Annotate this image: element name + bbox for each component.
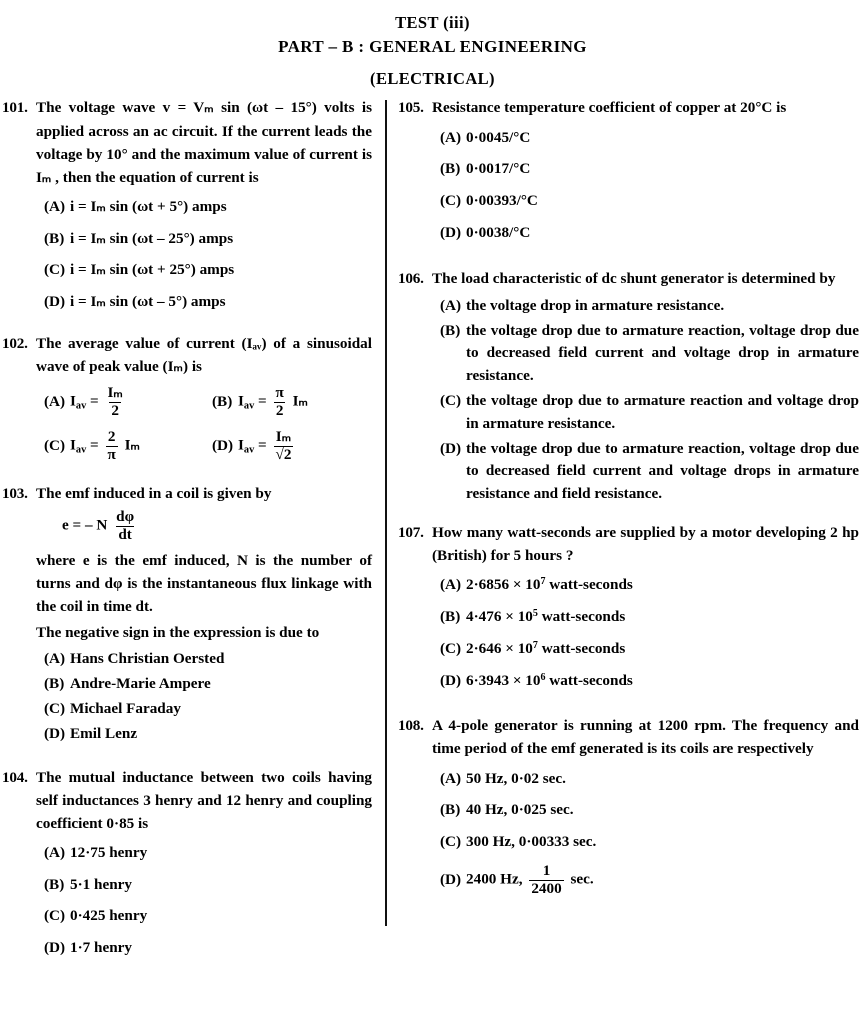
option-lhs-sub: av	[243, 400, 255, 412]
option-label: (A)	[440, 769, 462, 787]
option-row[interactable]	[36, 429, 204, 463]
fraction-numerator: Iₘ	[275, 428, 292, 446]
option-row[interactable]	[432, 799, 859, 822]
page-heading	[0, 0, 865, 87]
option-lhs: I	[238, 436, 244, 454]
option-text	[70, 429, 204, 463]
option-row[interactable]	[432, 863, 859, 897]
option-text: 1·7 henry	[70, 939, 133, 957]
option-exponent: 7	[540, 576, 546, 588]
question-number: 105.	[398, 99, 424, 117]
option-prefix: 2400 Hz,	[466, 870, 523, 888]
question-stem-continued: where e is the emf induced, N is the number of turns and dφ is the instantaneous flux linkage with the coil in time dt.	[36, 552, 372, 616]
column-divider	[385, 100, 387, 926]
option-relation: =	[90, 436, 99, 454]
option-row[interactable]	[432, 222, 859, 245]
question-stem: The average value of current (Iₐᵥ) of a sinusoidal wave of peak value (Iₘ) is	[36, 335, 372, 376]
option-unit: watt-seconds	[541, 639, 626, 657]
option-list	[36, 385, 372, 463]
option-row[interactable]	[432, 158, 859, 181]
option-text: 40 Hz, 0·025 sec.	[466, 801, 574, 819]
question-105	[398, 96, 859, 253]
question-number: 104.	[2, 768, 28, 786]
option-mantissa: 4·476 × 10	[466, 608, 533, 625]
option-label: (A)	[44, 843, 66, 861]
option-unit: watt-seconds	[549, 671, 633, 689]
heading-branch: (ELECTRICAL)	[370, 69, 495, 89]
question-102	[2, 332, 372, 473]
option-label: (C)	[44, 907, 66, 925]
option-row[interactable]	[432, 320, 859, 388]
option-text	[466, 638, 859, 661]
option-lhs-sub: av	[75, 444, 87, 456]
question-stem: The voltage wave v = Vₘ sin (ωt – 15°) volts is applied across an ac circuit. If the current leads the voltage by 10° and the maximum value of current is Iₘ , then the equation of current is	[36, 99, 372, 186]
fraction-denominator: dt	[118, 526, 132, 544]
option-row[interactable]	[432, 127, 859, 150]
option-row[interactable]	[432, 768, 859, 791]
option-text: i = Iₘ sin (ωt + 5°) amps	[70, 197, 227, 215]
option-label: (B)	[212, 392, 233, 410]
option-text	[466, 606, 859, 629]
question-stem: A 4-pole generator is running at 1200 rpm. The frequency and time period of the emf generated is its coils are respectively	[432, 717, 859, 758]
option-mantissa: 2·646 × 10	[466, 639, 533, 657]
option-row[interactable]	[36, 228, 372, 251]
fraction	[114, 509, 136, 543]
question-stem: Resistance temperature coefficient of copper at 20°C is	[432, 99, 787, 117]
option-row[interactable]	[36, 698, 372, 721]
question-columns	[0, 96, 865, 978]
option-relation: =	[258, 392, 267, 410]
fraction-numerator: Iₘ	[107, 384, 123, 402]
option-label: (D)	[44, 939, 66, 957]
option-label: (C)	[440, 192, 462, 210]
option-list	[36, 842, 372, 960]
option-trailing: Iₘ	[124, 436, 140, 454]
question-104	[2, 766, 372, 969]
option-list	[432, 127, 859, 245]
option-text: 12·75 henry	[70, 843, 148, 861]
option-text: Michael Faraday	[70, 700, 181, 717]
option-relation: =	[258, 436, 267, 454]
question-stem: The emf induced in a coil is given by	[36, 485, 272, 503]
option-label: (D)	[440, 223, 462, 241]
option-label: (A)	[440, 576, 462, 594]
option-lhs: I	[70, 392, 76, 410]
option-text	[466, 574, 859, 597]
option-suffix: sec.	[570, 870, 594, 888]
option-row-pair	[36, 385, 372, 419]
option-text	[466, 863, 859, 897]
option-label: (C)	[440, 639, 462, 657]
option-row[interactable]	[432, 638, 859, 661]
option-label: (B)	[44, 675, 65, 693]
question-stem: How many watt-seconds are supplied by a motor developing 2 hp (British) for 5 hours ?	[432, 524, 859, 565]
fraction	[529, 863, 563, 897]
question-number: 107.	[398, 524, 424, 542]
question-101	[2, 96, 372, 323]
fraction-numerator: 2	[107, 428, 116, 446]
option-row[interactable]	[36, 259, 372, 282]
option-lhs-sub: av	[75, 400, 87, 412]
question-number: 108.	[398, 717, 424, 735]
fraction-numerator: dφ	[116, 508, 135, 526]
option-label: (B)	[44, 229, 65, 247]
option-row-pair	[36, 429, 372, 463]
option-row[interactable]	[36, 291, 372, 314]
option-text	[466, 670, 859, 693]
option-label: (B)	[44, 875, 65, 893]
option-row[interactable]	[432, 574, 859, 597]
option-row[interactable]	[432, 190, 859, 213]
option-label: (A)	[440, 296, 462, 314]
option-label: (A)	[44, 197, 66, 215]
fraction	[106, 385, 125, 419]
option-text	[70, 385, 204, 419]
option-relation: =	[90, 392, 99, 410]
option-text: Hans Christian Oersted	[70, 650, 225, 668]
fraction	[274, 429, 294, 463]
question-106	[398, 267, 859, 508]
option-text	[238, 385, 372, 419]
option-row[interactable]	[36, 385, 204, 419]
option-text	[238, 429, 372, 463]
left-column	[2, 96, 380, 978]
option-unit: watt-seconds	[541, 608, 626, 625]
fraction-denominator: π	[107, 446, 116, 464]
option-label: (A)	[44, 392, 66, 410]
option-label: (D)	[44, 293, 66, 311]
option-text: i = Iₘ sin (ωt – 5°) amps	[70, 293, 226, 311]
fraction	[106, 429, 118, 463]
option-row[interactable]	[36, 874, 372, 897]
option-row[interactable]	[36, 648, 372, 671]
option-text: 0·0038/°C	[466, 223, 531, 241]
option-text: the voltage drop due to armature reaction, voltage drop due to decreased field current and voltage drop in armature resistance.	[466, 321, 859, 385]
option-row[interactable]	[432, 390, 859, 436]
option-text: Emil Lenz	[70, 724, 138, 742]
option-label: (C)	[440, 392, 462, 410]
question-stem: The mutual inductance between two coils having self inductances 3 henry and 12 henry and coupling coefficient 0·85 is	[36, 768, 372, 832]
option-row[interactable]	[36, 842, 372, 865]
option-row[interactable]	[432, 295, 859, 318]
option-label: (B)	[440, 160, 461, 178]
option-text: 0·0045/°C	[466, 128, 531, 146]
option-label: (D)	[44, 724, 66, 742]
fraction-denominator: 2	[111, 402, 119, 420]
heading-test: TEST (iii)	[395, 13, 470, 32]
option-text: the voltage drop due to armature reaction and voltage drop in armature resistance.	[466, 392, 859, 432]
option-unit: watt-seconds	[549, 576, 633, 594]
formula-lhs: e = – N	[62, 516, 108, 534]
option-list	[432, 574, 859, 692]
option-trailing: Iₘ	[292, 392, 308, 410]
option-mantissa: 6·3943 × 10	[466, 671, 541, 689]
option-text: 5·1 henry	[70, 875, 133, 893]
fraction-denominator: 2400	[531, 879, 562, 897]
option-text: 50 Hz, 0·02 sec.	[466, 769, 566, 787]
option-lhs: I	[238, 392, 244, 410]
option-label: (D)	[440, 870, 462, 888]
option-label: (A)	[440, 128, 462, 146]
question-number: 101.	[2, 99, 28, 117]
fraction-numerator: 1	[542, 861, 551, 879]
option-row[interactable]	[204, 429, 372, 463]
option-label: (B)	[440, 801, 461, 819]
option-text: i = Iₘ sin (ωt + 25°) amps	[70, 261, 235, 279]
option-lhs: I	[70, 436, 76, 454]
option-row[interactable]	[36, 723, 372, 746]
option-lhs-sub: av	[243, 444, 255, 456]
fraction-denominator: √2	[275, 446, 292, 464]
emf-formula	[62, 509, 372, 543]
heading-part: PART – B : GENERAL ENGINEERING	[278, 37, 587, 57]
option-label: (A)	[44, 650, 66, 668]
fraction	[274, 385, 286, 419]
option-row[interactable]	[36, 937, 372, 960]
option-exponent: 5	[532, 608, 538, 620]
option-row[interactable]	[36, 673, 372, 696]
option-label: (B)	[440, 608, 461, 625]
option-text: 0·0017/°C	[466, 160, 531, 178]
option-list	[36, 196, 372, 314]
option-label: (D)	[440, 439, 462, 457]
option-row[interactable]	[432, 831, 859, 854]
option-label: (C)	[44, 700, 66, 717]
option-label: (D)	[212, 436, 234, 454]
option-text: 300 Hz, 0·00333 sec.	[466, 833, 597, 851]
option-exponent: 7	[532, 639, 538, 651]
option-row[interactable]	[204, 385, 372, 419]
question-number: 103.	[2, 485, 28, 503]
option-row[interactable]	[432, 438, 859, 506]
option-text: 0·00393/°C	[466, 192, 538, 210]
question-stem: The load characteristic of dc shunt generator is determined by	[432, 269, 836, 287]
option-list	[36, 648, 372, 745]
option-list	[432, 295, 859, 506]
option-label: (C)	[44, 436, 66, 454]
option-list	[432, 768, 859, 897]
option-row[interactable]	[36, 905, 372, 928]
option-mantissa: 2·6856 × 10	[466, 576, 541, 594]
option-text: the voltage drop due to armature reaction, voltage drop due to decreased field current and voltage drops in armature resistance and field resistance.	[466, 439, 859, 503]
question-103	[2, 482, 372, 748]
option-text: i = Iₘ sin (ωt – 25°) amps	[70, 229, 234, 247]
right-column	[380, 96, 859, 914]
option-label: (C)	[44, 261, 66, 279]
option-text: the voltage drop in armature resistance.	[466, 296, 725, 314]
option-row[interactable]	[36, 196, 372, 219]
question-number: 106.	[398, 269, 424, 287]
fraction-numerator: π	[275, 384, 284, 402]
option-text: 0·425 henry	[70, 907, 148, 925]
option-row[interactable]	[432, 606, 859, 629]
question-stem-prompt: The negative sign in the expression is due to	[36, 624, 320, 642]
fraction-denominator: 2	[275, 402, 284, 420]
option-text: Andre-Marie Ampere	[70, 675, 211, 693]
option-label: (D)	[440, 671, 462, 689]
question-107	[398, 521, 859, 701]
question-108	[398, 714, 859, 905]
question-number: 102.	[2, 335, 28, 353]
option-label: (B)	[440, 321, 461, 339]
option-row[interactable]	[432, 670, 859, 693]
option-exponent: 6	[540, 671, 546, 683]
option-label: (C)	[440, 833, 462, 851]
